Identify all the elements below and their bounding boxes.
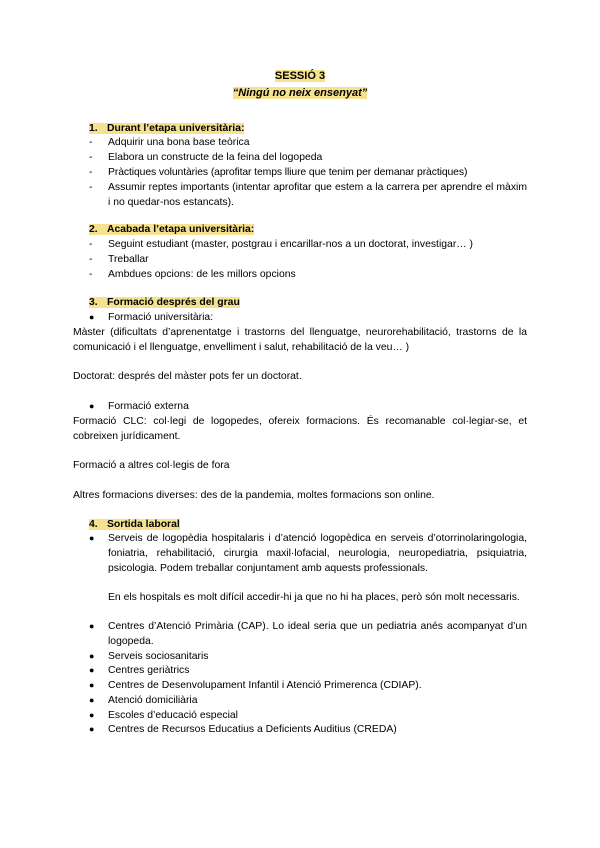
list-item: Centres de Desenvolupament Infantil i Atenció Primerenca (CDIAP). [108,680,422,691]
paragraph-clc: Formació CLC: col·legi de logopedes, ofereix formacions. És recomanable col·legiar-se, et cobreixen jurídicament. [73,416,527,442]
list-dash: - [89,152,93,163]
bullet-icon: ● [89,651,95,661]
list-item: Centres d’Atenció Primària (CAP). Lo ideal seria que un pediatria anés acompanyat d’un logopeda. [108,621,527,647]
bullet-icon: ● [89,710,95,720]
bullet-icon: ● [89,724,95,734]
section-2-heading: 2. Acabada l’etapa universitària: [89,224,255,235]
list-item: Treballar [108,254,149,265]
bullet-icon: ● [89,401,95,411]
bullet-icon: ● [89,621,95,631]
section-1-heading: 1. Durant l’etapa universitària: [89,123,245,134]
list-item-note: En els hospitals es molt difícil accedir-hi ja que no hi ha places, però són molt necessaris. [108,592,520,603]
list-item: Formació universitària: [108,312,214,323]
list-dash: - [89,239,93,250]
list-item: Atenció domiciliària [108,695,198,706]
bullet-icon: ● [89,533,95,543]
list-item: Serveis de logopèdia hospitalaris i d’atenció logopèdica en serveis d’otorrinolaringologia, foniatria, rehabilitació, cirurgia maxil·lofacial, neurologia, neuropediatria, psiquiatria, psicologia. Podem treballar conjuntament amb aquests professionals. [108,533,527,574]
list-dash: - [89,269,93,280]
list-item: Adquirir una bona base teòrica [108,137,250,148]
bullet-icon: ● [89,312,95,322]
list-dash: - [89,182,93,193]
bullet-icon: ● [89,665,95,675]
section-3-heading: 3. Formació després del grau [89,297,240,308]
list-item: Escoles d’educació especial [108,710,238,721]
list-item: Assumir reptes importants (intentar aprofitar que estem a la carrera per aprendre el màxim i no quedar-nos estancats). [108,182,527,208]
list-item: Centres de Recursos Educatius a Deficients Auditius (CREDA) [108,724,397,735]
list-item: Centres geriàtrics [108,665,190,676]
list-item: Elabora un constructe de la feina del logopeda [108,152,323,163]
bullet-icon: ● [89,695,95,705]
list-item: Pràctiques voluntàries (aprofitar temps lliure que tenim per demanar pràctiques) [108,167,468,178]
list-item: Serveis sociosanitaris [108,651,209,662]
paragraph-doctorat: Doctorat: després del màster pots fer un doctorat. [73,371,302,382]
list-dash: - [89,137,93,148]
section-4-heading: 4. Sortida laboral [89,519,180,530]
page-subtitle: “Ningú no neix ensenyat” [232,87,368,99]
list-item: Ambdues opcions: de les millors opcions [108,269,296,280]
list-dash: - [89,167,93,178]
paragraph-altres-formacions: Altres formacions diverses: des de la pandemia, moltes formacions son online. [73,490,435,501]
paragraph-altres-collegis: Formació a altres col·legis de fora [73,460,230,471]
list-item: Seguint estudiant (master, postgrau i encarillar-nos a un doctorat, investigar… ) [108,239,474,250]
list-item: Formació externa [108,401,189,412]
page-title: SESSIÓ 3 [274,70,326,82]
paragraph-master: Màster (dificultats d’aprenentatge i trastorns del llenguatge, neurorehabilitació, trastorns de la comunicació i el llenguatge, envelliment i salut, rehabilitació de la veu… ) [73,327,527,353]
bullet-icon: ● [89,680,95,690]
list-dash: - [89,254,93,265]
